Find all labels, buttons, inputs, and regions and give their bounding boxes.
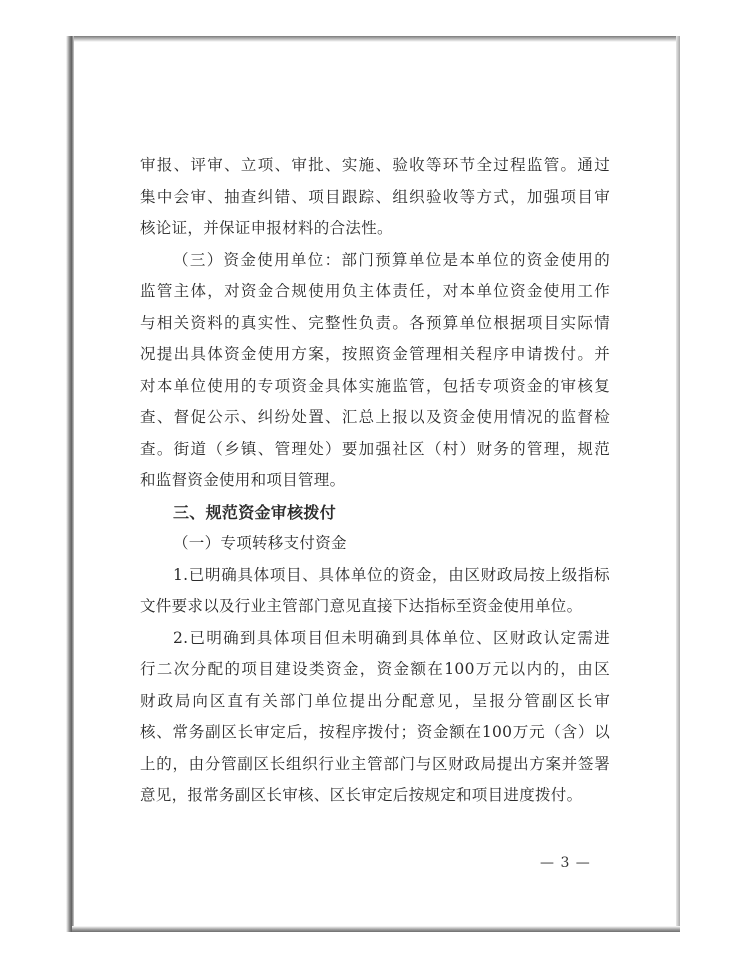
text-line: 1.已明确具体项目、具体单位的资金，由区财政局按上级指标 (173, 565, 610, 584)
paragraph-1 (140, 150, 610, 245)
scan-edge-bottom (72, 926, 680, 932)
page-number: — 3 — (540, 855, 591, 871)
subsection-heading: （一）专项转移支付资金 (173, 534, 347, 552)
scan-edge-left (66, 36, 74, 932)
text-line: 和监督资金使用和项目管理。 (140, 471, 346, 489)
text-line: 行二次分配的项目建设类资金，资金额在100万元以内的，由区 (140, 660, 610, 678)
text-line: 查、督促公示、纠纷处置、汇总上报以及资金使用情况的监督检 (140, 408, 610, 426)
text-line: 况提出具体资金使用方案，按照资金管理相关程序申请拨付。并 (140, 345, 610, 363)
text-line: 对本单位使用的专项资金具体实施监管，包括专项资金的审核复 (140, 376, 610, 395)
text-line: 集中会审、抽查纠错、项目跟踪、组织验收等方式，加强项目审 (140, 187, 610, 206)
text-line: 2.已明确到具体项目但未明确到具体单位、区财政认定需进 (173, 628, 610, 647)
text-line: 审报、评审、立项、审批、实施、验收等环节全过程监管。通过 (140, 156, 610, 174)
scan-edge-top (72, 36, 680, 42)
text-line: 查。街道（乡镇、管理处）要加强社区（村）财务的管理，规范 (140, 439, 610, 458)
paragraph-2 (140, 245, 610, 497)
text-line: 财政局向区直有关部门单位提出分配意见，呈报分管副区长审 (140, 691, 610, 710)
text-line: 监管主体，对资金合规使用负主体责任，对本单位资金使用工作 (140, 282, 610, 300)
text-line: 与相关资料的真实性、完整性负责。各预算单位根据项目实际情 (140, 313, 610, 332)
list-item-2 (140, 623, 610, 812)
text-line: 文件要求以及行业主管部门意见直接下达指标至资金使用单位。 (140, 597, 583, 615)
section-heading: 三、规范资金审核拨付 (173, 502, 337, 522)
scan-edge-right (676, 36, 680, 932)
list-item-1 (140, 560, 610, 623)
document-body (140, 150, 610, 812)
text-line: 意见，报常务副区长审核、区长审定后按规定和项目进度拨付。 (140, 786, 583, 804)
text-line: 上的，由分管副区长组织行业主管部门与区财政局提出方案并签署 (140, 754, 610, 773)
text-line: 核、常务副区长审定后，按程序拨付；资金额在100万元（含）以 (140, 723, 610, 741)
text-line: （三）资金使用单位：部门预算单位是本单位的资金使用的 (173, 250, 610, 269)
text-line: 核论证，并保证申报材料的合法性。 (140, 219, 393, 237)
